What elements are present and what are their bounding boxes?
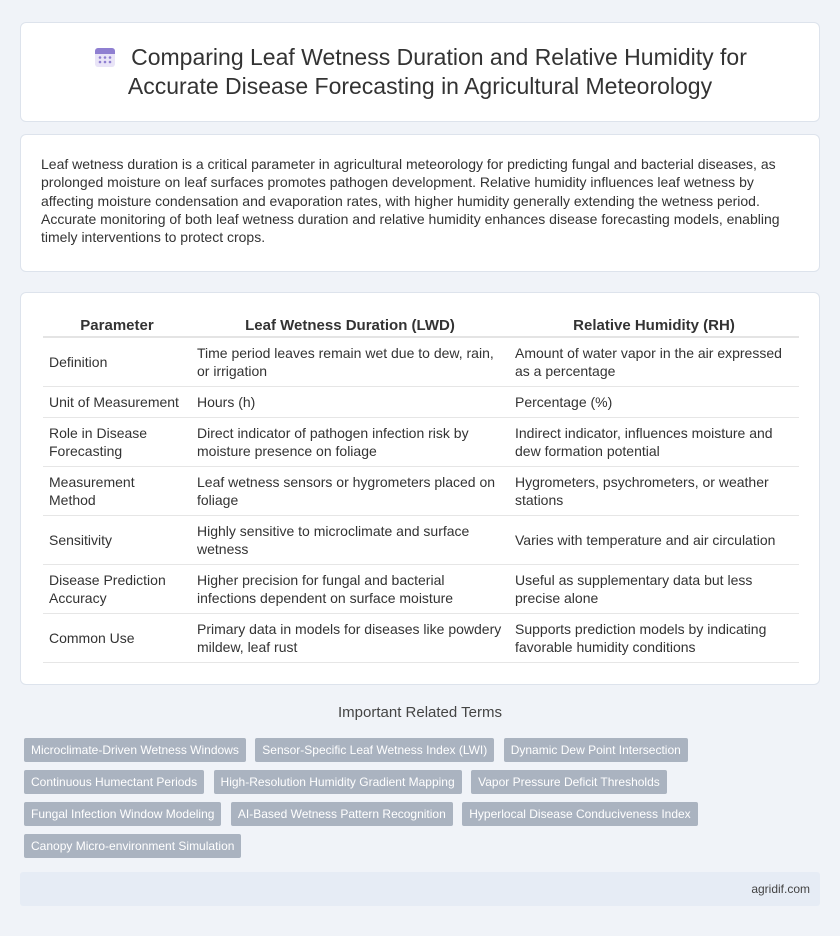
title-wrap [21, 23, 819, 121]
table-cell: Indirect indicator, influences moisture and dew formation potential [509, 417, 799, 466]
related-term-tag[interactable]: Canopy Micro-environment Simulation [24, 834, 241, 858]
table-cell: Definition [43, 337, 191, 386]
table-row [43, 466, 799, 515]
title-card [20, 22, 820, 122]
comparison-table [43, 315, 799, 663]
table-header-row [43, 315, 799, 337]
table-row [43, 417, 799, 466]
related-term-tag[interactable]: AI-Based Wetness Pattern Recognition [231, 802, 453, 826]
table-cell: Hygrometers, psychrometers, or weather stations [509, 466, 799, 515]
header-lwd: Leaf Wetness Duration (LWD) [191, 315, 509, 337]
page-title [61, 43, 779, 101]
footer-site-link[interactable]: agridif.com [751, 882, 810, 896]
table-cell: Amount of water vapor in the air expressed as a percentage [509, 337, 799, 386]
table-cell: Useful as supplementary data but less precise alone [509, 564, 799, 613]
table-cell: Role in Disease Forecasting [43, 417, 191, 466]
page-title-text: Comparing Leaf Wetness Duration and Relative Humidity for Accurate Disease Forecasting in Agricultural Meteorology [127, 44, 747, 99]
header-parameter: Parameter [43, 315, 191, 337]
table-cell: Common Use [43, 613, 191, 662]
related-term-tag[interactable]: Microclimate-Driven Wetness Windows [24, 738, 246, 762]
table-cell: Sensitivity [43, 515, 191, 564]
related-term-tag[interactable]: Sensor-Specific Leaf Wetness Index (LWI) [255, 738, 494, 762]
table-row [43, 613, 799, 662]
related-terms-list [24, 738, 814, 866]
table-cell: Supports prediction models by indicating favorable humidity conditions [509, 613, 799, 662]
table-cell: Higher precision for fungal and bacterial infections dependent on surface moisture [191, 564, 509, 613]
table-row [43, 337, 799, 386]
table-row [43, 564, 799, 613]
table-cell: Highly sensitive to microclimate and surface wetness [191, 515, 509, 564]
table-cell: Primary data in models for diseases like powdery mildew, leaf rust [191, 613, 509, 662]
table-cell: Hours (h) [191, 386, 509, 417]
related-term-tag[interactable]: Hyperlocal Disease Conduciveness Index [462, 802, 697, 826]
table-row [43, 515, 799, 564]
table-cell: Leaf wetness sensors or hygrometers placed on foliage [191, 466, 509, 515]
related-term-tag[interactable]: Continuous Humectant Periods [24, 770, 204, 794]
related-term-tag[interactable]: High-Resolution Humidity Gradient Mapping [214, 770, 462, 794]
comparison-table-card [20, 292, 820, 685]
related-terms-heading: Important Related Terms [338, 704, 502, 721]
related-term-tag[interactable]: Dynamic Dew Point Intersection [504, 738, 688, 762]
table-cell: Unit of Measurement [43, 386, 191, 417]
related-term-tag[interactable]: Vapor Pressure Deficit Thresholds [471, 770, 667, 794]
table-cell: Varies with temperature and air circulation [509, 515, 799, 564]
table-cell: Direct indicator of pathogen infection risk by moisture presence on foliage [191, 417, 509, 466]
table-cell: Measurement Method [43, 466, 191, 515]
intro-paragraph: Leaf wetness duration is a critical parameter in agricultural meteorology for predicting fungal and bacterial diseases, as prolonged moisture on leaf surfaces promotes pathogen development. Relative humidity influences leaf wetness by affecting moisture condensation and evaporation rates, with higher humidity generally extending the wetness period. Accurate monitoring of both leaf wetness duration and relative humidity enhances disease forecasting models, enabling timely interventions to protect crops. [41, 156, 780, 246]
table-cell: Percentage (%) [509, 386, 799, 417]
footer [20, 872, 820, 906]
calendar-icon [93, 45, 117, 69]
intro-card [20, 134, 820, 272]
table-row [43, 386, 799, 417]
table-cell: Disease Prediction Accuracy [43, 564, 191, 613]
table-cell: Time period leaves remain wet due to dew, rain, or irrigation [191, 337, 509, 386]
header-rh: Relative Humidity (RH) [509, 315, 799, 337]
related-term-tag[interactable]: Fungal Infection Window Modeling [24, 802, 221, 826]
